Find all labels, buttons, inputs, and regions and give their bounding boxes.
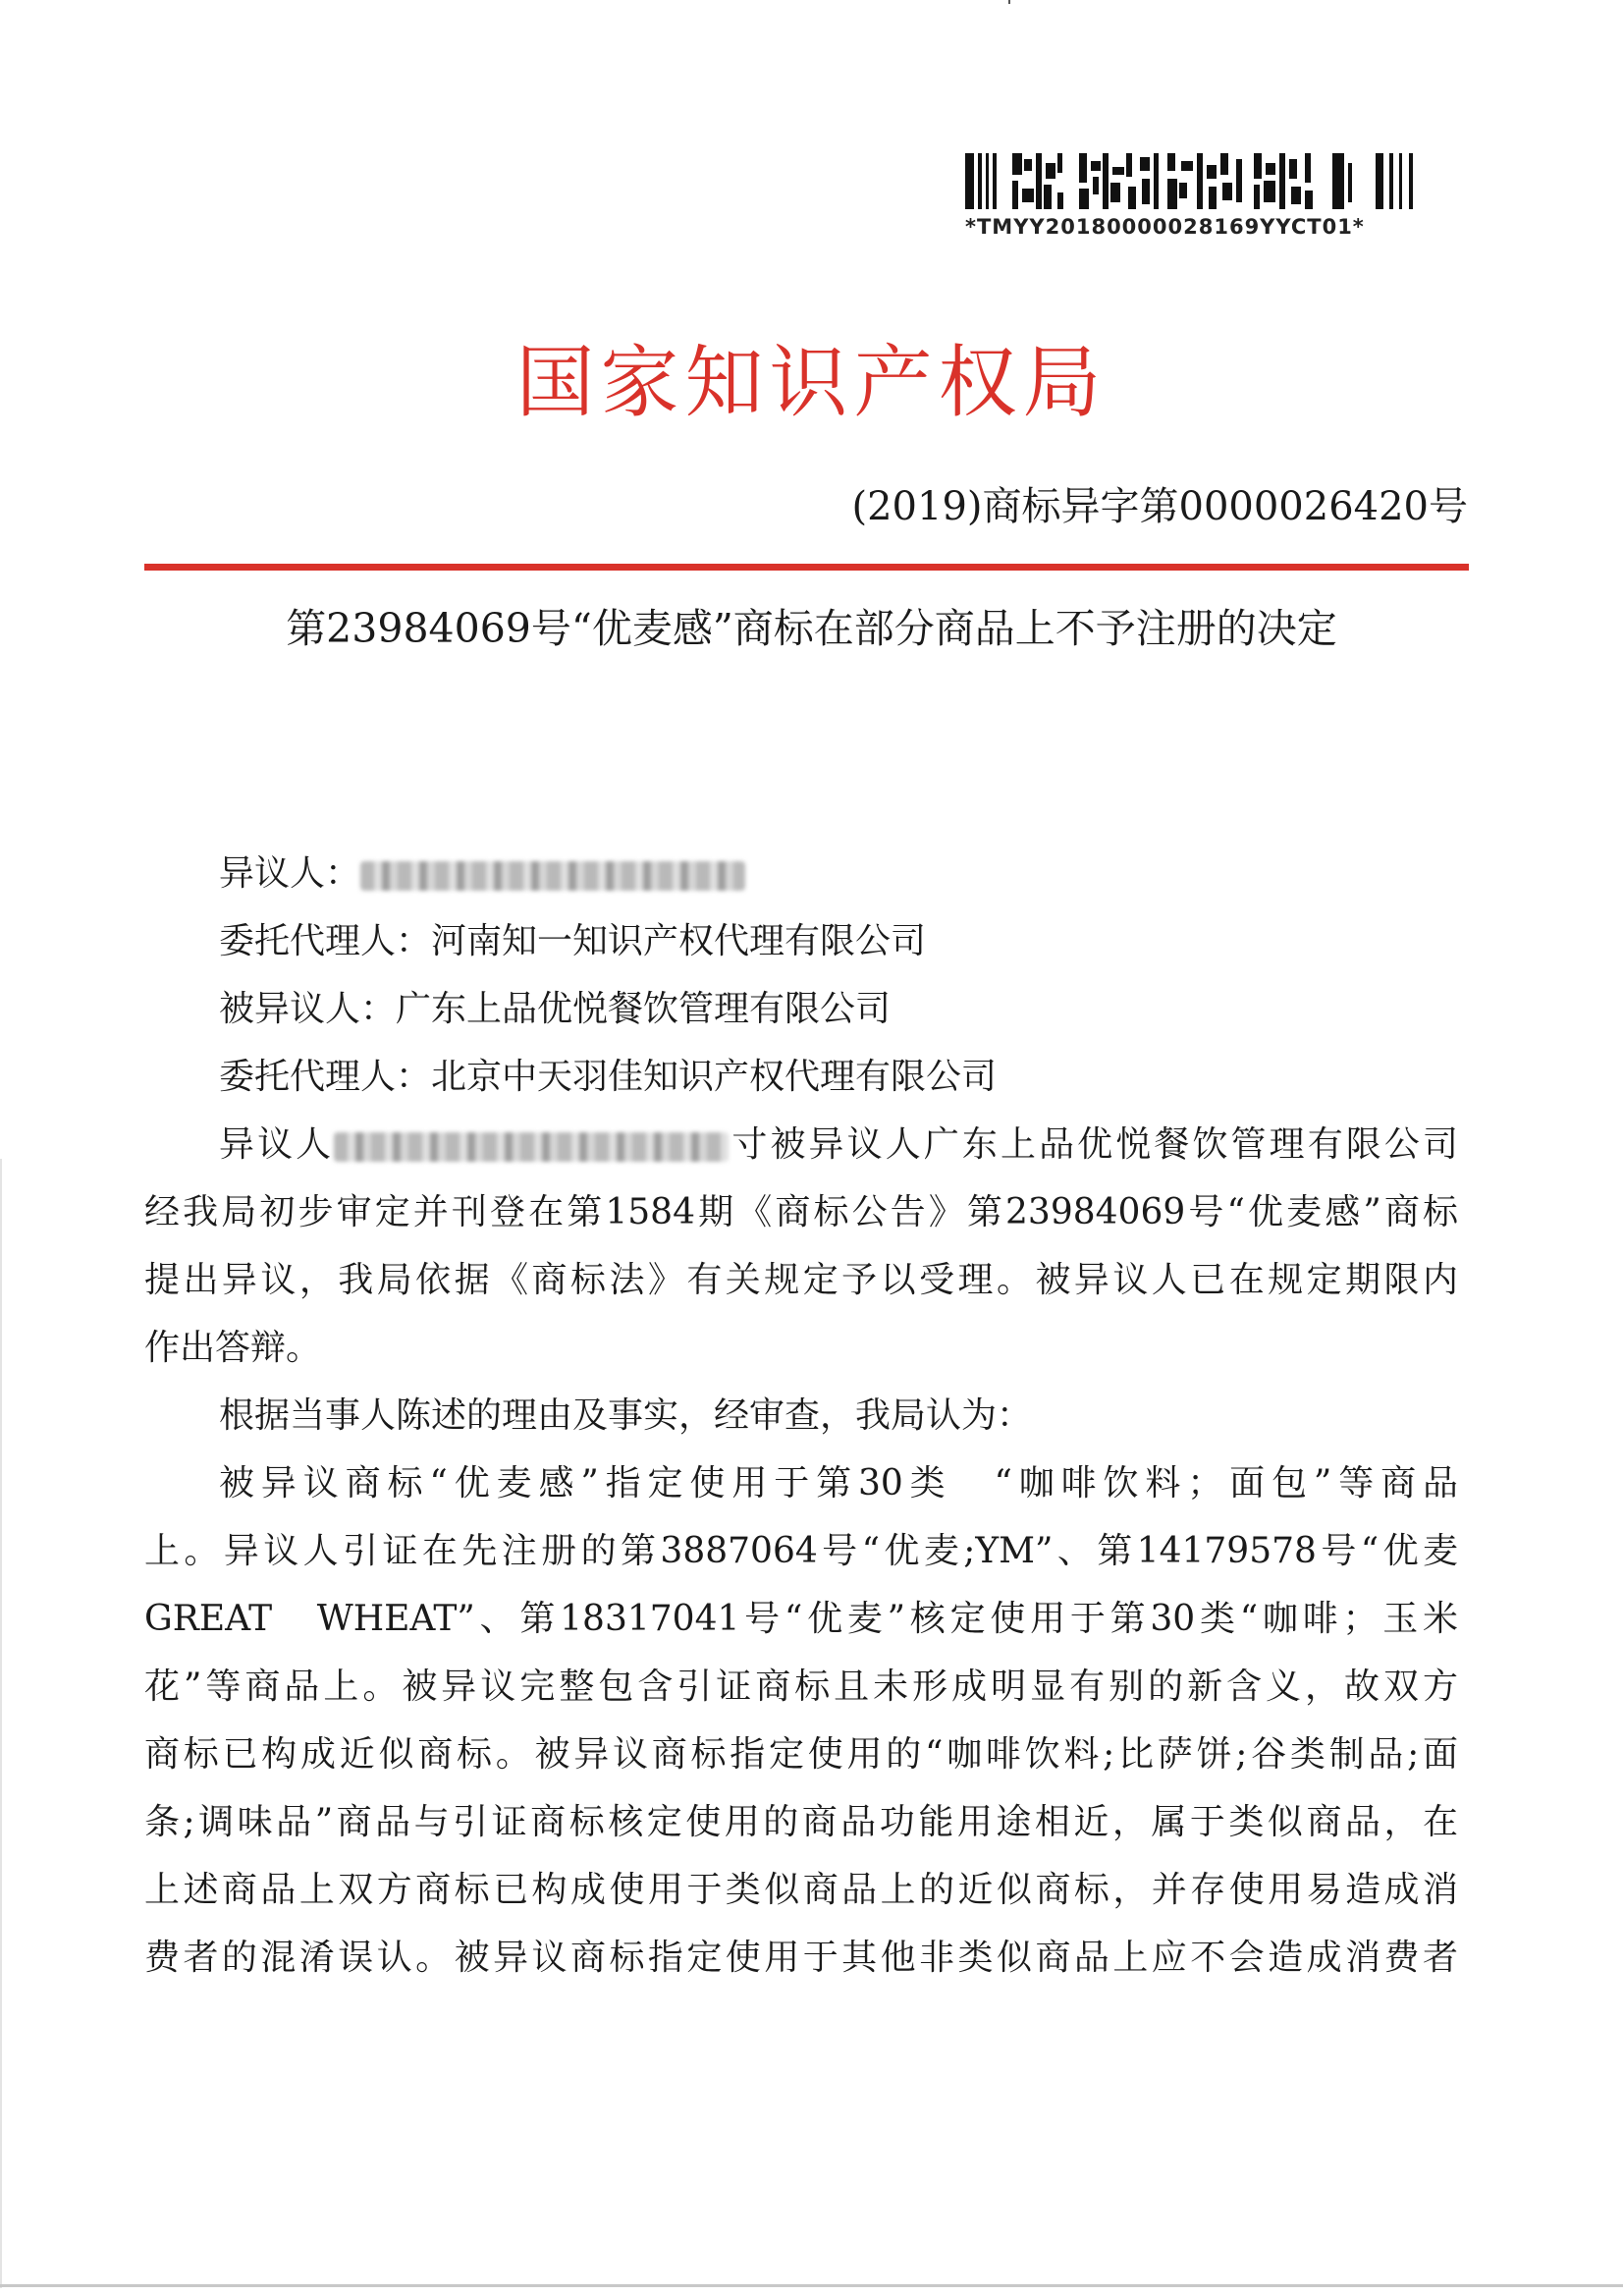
opponent-label: 异议人： <box>219 853 361 894</box>
body-line: 上述商品上双方商标已构成使用于类似商品上的近似商标，并存使用易造成消 <box>144 1870 1458 1910</box>
body-line: 根据当事人陈述的理由及事实，经审查，我局认为： <box>219 1395 1033 1436</box>
body-line: 条;调味品”商品与引证商标核定使用的商品功能用途相近，属于类似商品，在 <box>144 1802 1458 1842</box>
document-number: (2019)商标异字第0000026420号 <box>851 484 1468 529</box>
decision-title: 第23984069号“优麦感”商标在部分商品上不予注册的决定 <box>286 605 1337 652</box>
agency-title: 国家知识产权局 <box>515 337 1108 428</box>
body-text: 异议人 <box>219 1124 335 1165</box>
body-line: 花”等商品上。被异议完整包含引证商标且未形成明显有别的新含义，故双方 <box>144 1667 1458 1707</box>
body-line: 商标已构成近似商标。被异议商标指定使用的“咖啡饮料;比萨饼;谷类制品;面 <box>144 1734 1458 1775</box>
barcode-graphic <box>965 153 1425 209</box>
redacted-name <box>360 861 745 891</box>
body-line: GREAT WHEAT”、第18317041号“优麦”核定使用于第30类“咖啡；玉米 <box>144 1599 1458 1639</box>
redacted-name <box>334 1132 729 1162</box>
respondent-agent-line: 委托代理人：北京中天羽佳知识产权代理有限公司 <box>219 1057 998 1097</box>
page-edge-left <box>0 1159 2 2288</box>
body-line: 经我局初步审定并刊登在第1584期《商标公告》第23984069号“优麦感”商标 <box>144 1192 1458 1232</box>
body-line <box>219 1121 1458 1170</box>
page-edge-bottom <box>0 2284 1623 2287</box>
body-line: 作出答辩。 <box>144 1328 322 1368</box>
body-text: 寸被异议人广东上品优悦餐饮管理有限公司 <box>729 1124 1458 1165</box>
body-line: 被异议商标“优麦感”指定使用于第30类 “咖啡饮料；面包”等商品 <box>219 1463 1458 1503</box>
opponent-agent-line: 委托代理人：河南知一知识产权代理有限公司 <box>219 921 927 961</box>
red-divider <box>144 564 1469 571</box>
page-top-mark <box>1008 0 1010 4</box>
opponent-line <box>219 849 745 899</box>
body-line: 费者的混淆误认。被异议商标指定使用于其他非类似商品上应不会造成消费者 <box>144 1938 1458 1978</box>
body-line: 上。异议人引证在先注册的第3887064号“优麦;YM”、第14179578号“优麦 <box>144 1531 1458 1571</box>
body-line: 提出异议，我局依据《商标法》有关规定予以受理。被异议人已在规定期限内 <box>144 1260 1458 1300</box>
barcode-number: *TMYY20180000028169YYCT01* <box>965 215 1365 239</box>
respondent-line: 被异议人：广东上品优悦餐饮管理有限公司 <box>219 989 892 1029</box>
